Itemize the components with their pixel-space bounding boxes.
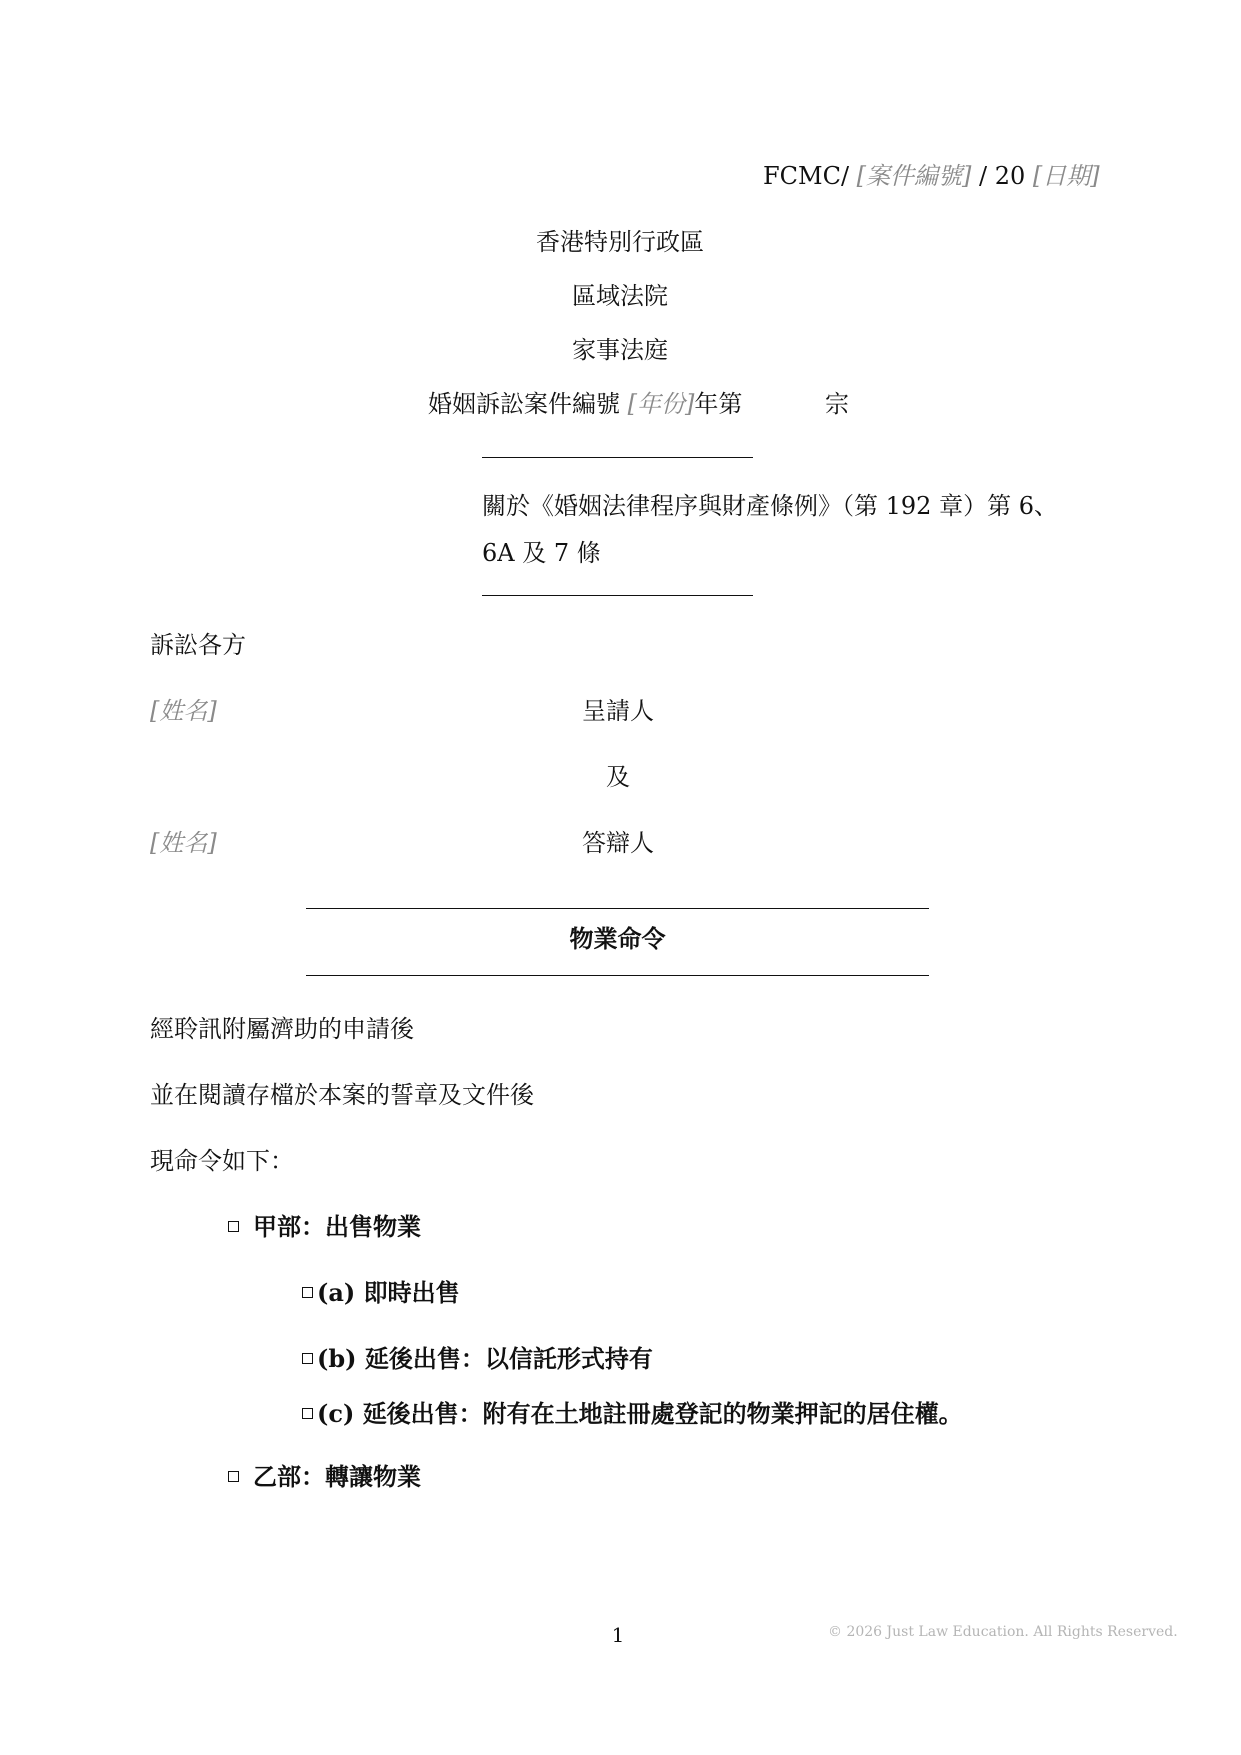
petitioner-name-field[interactable]: [姓名] bbox=[150, 697, 217, 725]
option-a-text: 即時出售 bbox=[363, 1278, 460, 1307]
case-number-header bbox=[763, 161, 1100, 191]
option-c-label: (c) bbox=[317, 1399, 363, 1428]
title-rule-top bbox=[306, 908, 929, 909]
parties-heading: 訴訟各方 bbox=[150, 631, 246, 659]
court-region: 香港特別行政區 bbox=[536, 228, 704, 256]
option-b[interactable] bbox=[302, 1344, 653, 1374]
order-title: 物業命令 bbox=[569, 924, 666, 953]
court-name: 區域法院 bbox=[572, 282, 668, 310]
copyright-notice: © 2026 Just Law Education. All Rights Reserved. bbox=[828, 1624, 1178, 1640]
checkbox-part-a[interactable] bbox=[228, 1221, 239, 1232]
case-prefix: FCMC/ bbox=[763, 162, 857, 190]
year-placeholder[interactable]: [年份] bbox=[627, 390, 695, 418]
option-c[interactable] bbox=[302, 1399, 963, 1429]
divider-2 bbox=[482, 595, 753, 596]
date-placeholder[interactable]: [日期] bbox=[1032, 162, 1100, 190]
body-line-2: 並在閱讀存檔於本案的誓章及文件後 bbox=[150, 1081, 534, 1109]
option-a[interactable] bbox=[302, 1278, 460, 1308]
case-line-end: 宗 bbox=[825, 390, 849, 418]
checkbox-option-c[interactable] bbox=[302, 1408, 313, 1419]
petitioner-role: 呈請人 bbox=[582, 697, 654, 725]
case-line bbox=[428, 389, 742, 419]
respondent-name-field[interactable]: [姓名] bbox=[150, 829, 217, 857]
checkbox-part-b[interactable] bbox=[228, 1471, 239, 1482]
option-part-b[interactable] bbox=[228, 1462, 421, 1492]
year-separator: / 20 bbox=[971, 162, 1033, 190]
title-rule-bottom bbox=[306, 975, 929, 976]
page-number: 1 bbox=[611, 1623, 625, 1647]
court-division: 家事法庭 bbox=[572, 336, 668, 364]
statute-line-1: 關於《婚姻法律程序與財產條例》（第 192 章）第 6、 bbox=[482, 492, 1058, 520]
statute-line-2: 6A 及 7 條 bbox=[482, 539, 601, 567]
case-number-placeholder[interactable]: [案件編號] bbox=[856, 162, 972, 190]
divider-1 bbox=[482, 457, 753, 458]
body-line-1: 經聆訊附屬濟助的申請後 bbox=[150, 1015, 414, 1043]
checkbox-option-a[interactable] bbox=[302, 1287, 313, 1298]
option-a-label: (a) bbox=[317, 1278, 364, 1307]
option-c-text: 延後出售：附有在土地註冊處登記的物業押記的居住權。 bbox=[362, 1399, 963, 1428]
respondent-role: 答辯人 bbox=[582, 829, 654, 857]
checkbox-option-b[interactable] bbox=[302, 1353, 313, 1364]
case-line-prefix: 婚姻訴訟案件編號 bbox=[428, 390, 628, 418]
option-part-a[interactable] bbox=[228, 1212, 421, 1242]
case-line-suffix: 年第 bbox=[694, 390, 743, 418]
body-line-3: 現命令如下： bbox=[150, 1147, 294, 1175]
part-a-label: 甲部：出售物業 bbox=[253, 1212, 421, 1241]
option-b-text: 延後出售：以信託形式持有 bbox=[364, 1344, 653, 1373]
part-b-label: 乙部：轉讓物業 bbox=[253, 1462, 421, 1491]
parties-and: 及 bbox=[606, 763, 630, 791]
option-b-label: (b) bbox=[317, 1344, 365, 1373]
